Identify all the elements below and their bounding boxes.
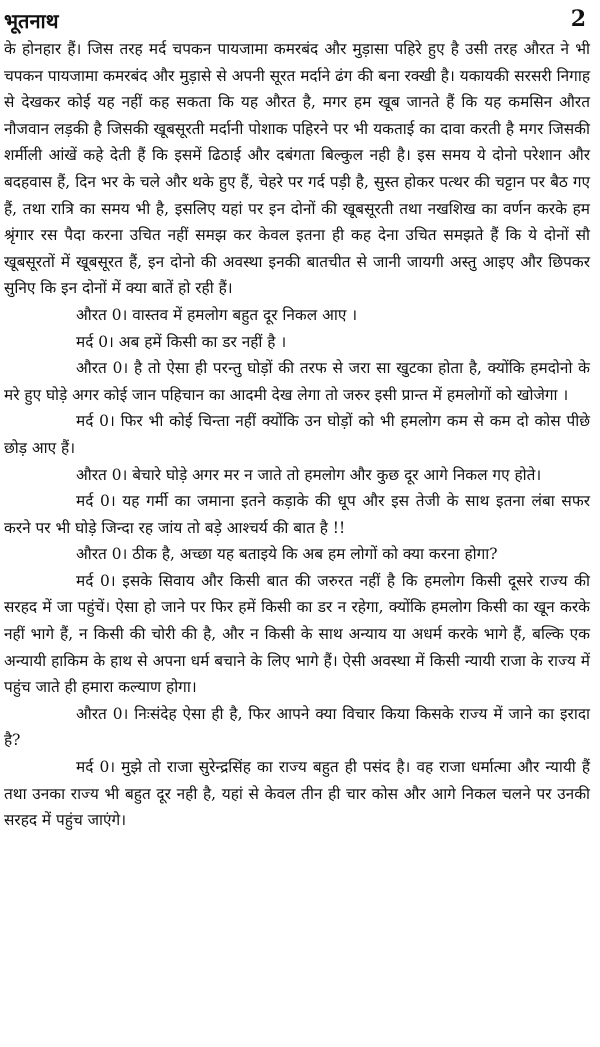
dialogue-paragraph: औरत 0। ठीक है, अच्छा यह बताइये कि अब हम लोगों को क्या करना होगा?: [76, 545, 498, 564]
page-header: [4, 6, 590, 36]
dialogue-paragraph: औरत 0। है तो ऐसा ही परन्तु घोड़ों की तरफ से जरा सा खुटका होता है, क्योंकि हमदोनो के मरे हुए घोड़े अगर कोई जान पहिचान का आदमी देख लेगा तो जरुर इसी प्रान्त में हमलोगों को खोजेगा ।: [4, 359, 590, 404]
dialogue-paragraph: मर्द 0। मुझे तो राजा सुरेन्द्रसिंह का राज्य बहुत ही पसंद है। वह राजा धर्मात्मा और न्यायी हैं तथा उनका राज्य भी बहुत दूर नही है, यहां से केवल तीन ही चार कोस और आगे निकल चलने पर उनकी सरहद में पहुंच जाएंगे।: [4, 758, 590, 830]
dialogue-paragraph: औरत 0। वास्तव में हमलोग बहुत दूर निकल आए ।: [76, 305, 358, 324]
dialogue-paragraph: औरत 0। बेचारे घोड़े अगर मर न जाते तो हमलोग और कुछ दूर आगे निकल गए होते।: [76, 465, 542, 484]
page-body: [4, 36, 590, 834]
book-title: भूतनाथ: [4, 9, 59, 33]
dialogue-paragraph: मर्द 0। अब हमें किसी का डर नहीं है ।: [76, 332, 287, 351]
dialogue-paragraph: मर्द 0। यह गर्मी का जमाना इतने कड़ाके की धूप और इस तेजी के साथ इतना लंबा सफर करने पर भी घोड़े जिन्दा रह जांय तो बड़े आश्चर्य की बात है !!: [4, 492, 590, 537]
dialogue-paragraph: मर्द 0। इसके सिवाय और किसी बात की जरुरत नहीं है कि हमलोग किसी दूसरे राज्य की सरहद में जा पहुंचें। ऐसा हो जाने पर फिर हमें किसी का डर न रहेगा, क्योंकि हमलोग किसी का खून करके नहीं भागे हैं, न किसी की चोरी की है, और न किसी के साथ अन्याय या अधर्म करके भागे हैं, बल्कि एक अन्यायी हाकिम के हाथ से अपना धर्म बचाने के लिए भागे हैं। ऐसी अवस्था में किसी न्यायी राजा के राज्य में पहुंच जाते ही हमारा कल्याण होगा।: [4, 571, 590, 697]
page-number: 2: [570, 6, 586, 32]
dialogue-paragraph: औरत 0। निःसंदेह ऐसा ही है, फिर आपने क्या विचार किया किसके राज्य में जाने का इरादा है?: [4, 704, 590, 750]
narration-paragraph: के होनहार हैं। जिस तरह मर्द चपकन पायजामा कमरबंद और मुड़ासा पहिरे हुए है उसी तरह औरत ने भी चपकन पायजामा कमरबंद और मुड़ासे से अपनी सूरत मर्दाने ढंग की बना रक्खी है। यकायकी सरसरी निगाह से देखकर कोई यह नहीं कह सकता कि यह औरत है, मगर हम खूब जानते हैं कि यह कमसिन औरत नौजवान लड़की है जिसकी खूबसूरती मर्दानी पोशाक पहिरने पर भी यकताई का दावा करती है मगर जिसकी शर्मीली आंखें कहे देती हैं कि इसमें ढिठाई और दबंगता बिल्कुल नही है। इस समय ये दोनो परेशान और बदहवास हैं, दिन भर के चले और थके हुए हैं, चेहरे पर गर्द पड़ी है, सुस्त होकर पत्थर की चट्टान पर बैठ गए हैं, तथा रात्रि का समय भी है, इसलिए यहां पर इन दोनों की खूबसूरती तथा नखशिख का वर्णन करके हम श्रृंगार रस पैदा करना उचित नहीं समझ कर केवल इतना ही कह देना उचित समझते हैं कि ये दोनों सौ खूबसूरतों में खूबसूरत हैं, इन दोनो की अवस्था इनकी बातचीत से जानी जायगी अस्तु आइए और छिपकर सुनिए कि इन दोनों में क्या बातें हो रही हैं।: [4, 40, 590, 298]
dialogue-paragraph: मर्द 0। फिर भी कोई चिन्ता नहीं क्योंकि उन घोड़ों को भी हमलोग कम से कम दो कोस पीछे छोड़ आए हैं।: [4, 412, 590, 457]
